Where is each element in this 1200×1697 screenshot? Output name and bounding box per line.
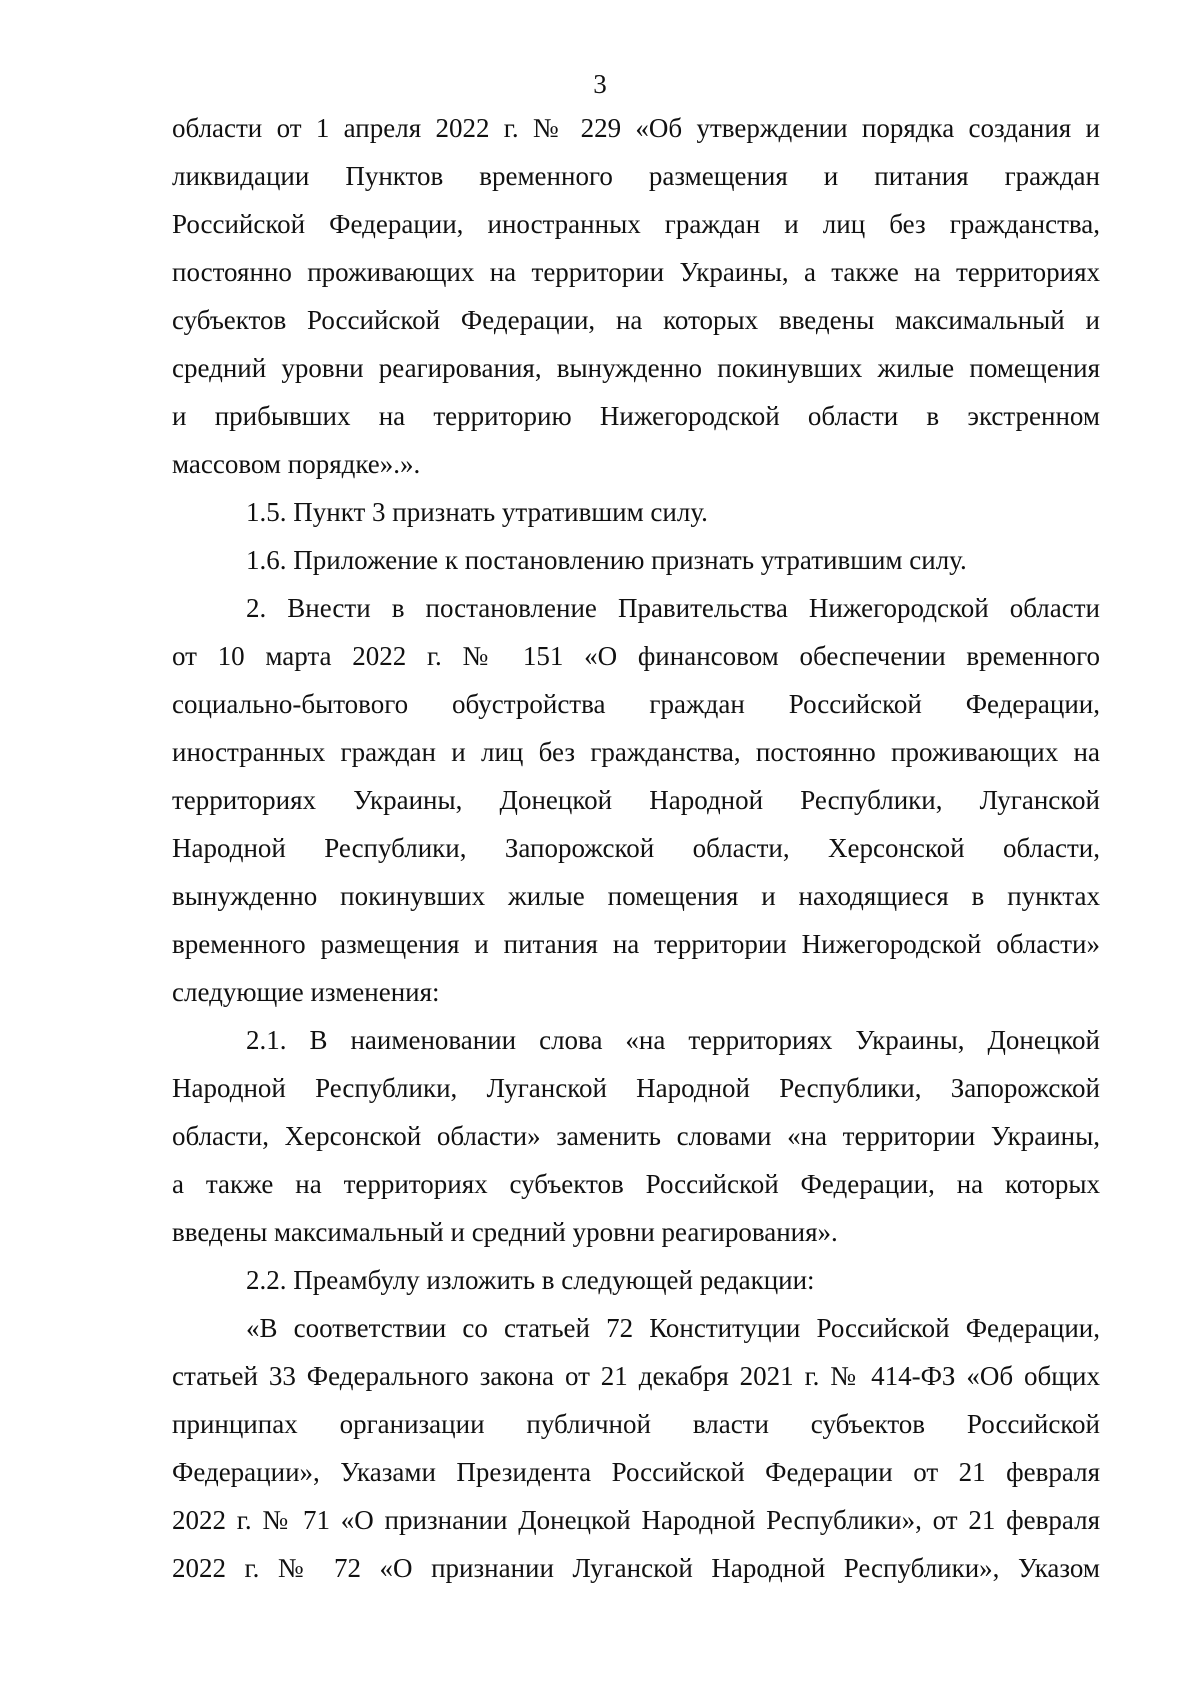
- text-line: Народной Республики, Запорожской области, Херсонской области,: [172, 833, 1100, 863]
- clause-2-1: 2.1. В наименовании слова «на территориях Украины, Донецкой: [246, 1025, 1100, 1055]
- text-line: 2022 г. № 71 «О признании Донецкой Народной Республики», от 21 февраля: [172, 1505, 1100, 1535]
- text-line: вынужденно покинувших жилые помещения и находящиеся в пунктах: [172, 881, 1100, 911]
- text-line: а также на территориях субъектов Российской Федерации, на которых: [172, 1169, 1100, 1199]
- text-line: массовом порядке».».: [172, 449, 421, 479]
- text-line: принципах организации публичной власти субъектов Российской: [172, 1409, 1100, 1439]
- text-line: следующие изменения:: [172, 977, 440, 1007]
- text-line: Российской Федерации, иностранных граждан и лиц без гражданства,: [172, 209, 1100, 239]
- text-line: области, Херсонской области» заменить словами «на территории Украины,: [172, 1121, 1100, 1151]
- text-line: постоянно проживающих на территории Украины, а также на территориях: [172, 257, 1100, 287]
- text-line: территориях Украины, Донецкой Народной Республики, Луганской: [172, 785, 1100, 815]
- text-line: 2022 г. № 72 «О признании Луганской Народной Республики», Указом: [172, 1553, 1100, 1583]
- clause-1-6: 1.6. Приложение к постановлению признать утратившим силу.: [246, 545, 967, 575]
- clause-2-2: 2.2. Преамбулу изложить в следующей редакции:: [246, 1265, 815, 1295]
- text-line: Народной Республики, Луганской Народной Республики, Запорожской: [172, 1073, 1100, 1103]
- clause-2: 2. Внести в постановление Правительства Нижегородской области: [246, 593, 1100, 623]
- text-line: и прибывших на территорию Нижегородской области в экстренном: [172, 401, 1100, 431]
- text-line: иностранных граждан и лиц без гражданства, постоянно проживающих на: [172, 737, 1100, 767]
- page-number: 3: [593, 69, 607, 99]
- text-line: субъектов Российской Федерации, на которых введены максимальный и: [172, 305, 1100, 335]
- text-line: статьей 33 Федерального закона от 21 декабря 2021 г. № 414-ФЗ «Об общих: [172, 1361, 1100, 1391]
- text-line: Федерации», Указами Президента Российской Федерации от 21 февраля: [172, 1457, 1100, 1487]
- clause-1-5: 1.5. Пункт 3 признать утратившим силу.: [246, 497, 708, 527]
- text-line: области от 1 апреля 2022 г. № 229 «Об утверждении порядка создания и: [172, 113, 1100, 143]
- text-line: введены максимальный и средний уровни реагирования».: [172, 1217, 838, 1247]
- text-line: временного размещения и питания на территории Нижегородской области»: [172, 929, 1100, 959]
- text-line: средний уровни реагирования, вынужденно покинувших жилые помещения: [172, 353, 1100, 383]
- text-line: ликвидации Пунктов временного размещения и питания граждан: [172, 161, 1100, 191]
- text-line: социально-бытового обустройства граждан Российской Федерации,: [172, 689, 1100, 719]
- document-body: [172, 104, 1100, 1592]
- text-line: от 10 марта 2022 г. № 151 «О финансовом обеспечении временного: [172, 641, 1100, 671]
- preamble-text: «В соответствии со статьей 72 Конституции Российской Федерации,: [246, 1313, 1100, 1343]
